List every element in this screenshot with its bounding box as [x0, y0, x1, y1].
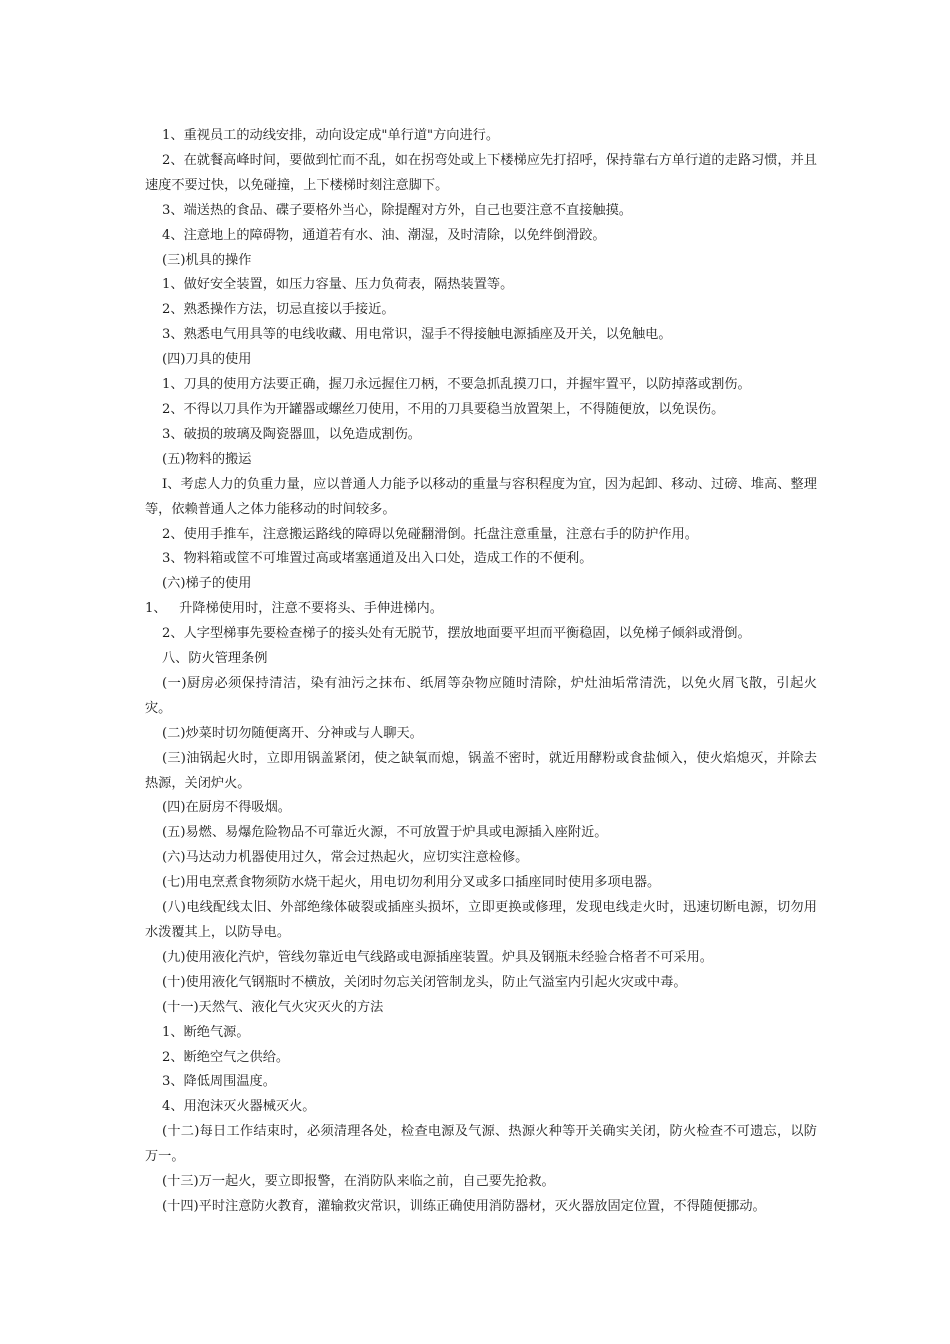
paragraph: (七)用电烹煮食物须防水烧干起火，用电切勿利用分叉或多口插座同时使用多项电器。	[162, 875, 661, 891]
paragraph: 1、断绝气源。	[162, 1024, 250, 1040]
paragraph: (五)易燃、易爆危险物品不可靠近火源，不可放置于炉具或电源插入座附近。	[162, 825, 608, 841]
paragraph: (八)电线配线太旧、外部绝缘体破裂或插座头损坏，立即更换或修理，发现电线走火时，迅速切断电源，切勿用水泼覆其上，以防导电。	[145, 900, 817, 940]
paragraph: (十)使用液化气钢瓶时不横放，关闭时勿忘关闭管制龙头，防止气溢室内引起火灾或中毒。	[162, 974, 687, 990]
paragraph: 3、端送热的食品、碟子要格外当心，除提醒对方外，自己也要注意不直接触摸。	[162, 202, 632, 218]
paragraph: (四)在厨房不得吸烟。	[162, 800, 291, 816]
paragraph: (二)炒菜时切勿随便离开、分神或与人聊天。	[162, 725, 423, 741]
document-body	[145, 124, 817, 1220]
paragraph: 3、破损的玻璃及陶瓷器皿，以免造成割伤。	[162, 426, 421, 442]
paragraph: 4、注意地上的障碍物，通道若有水、油、潮湿，及时清除，以免绊倒滑跤。	[162, 227, 606, 243]
paragraph: 2、使用手推车，注意搬运路线的障碍以免碰翻滑倒。托盘注意重量，注意右手的防护作用。	[162, 526, 698, 542]
paragraph: 1、做好安全装置，如压力容量、压力负荷表，隔热装置等。	[162, 277, 514, 293]
section-heading: (六)梯子的使用	[162, 576, 252, 592]
paragraph: (十三)万一起火，要立即报警，在消防队来临之前，自己要先抢救。	[162, 1174, 555, 1190]
chapter-heading: 八、防火管理条例	[162, 651, 268, 667]
paragraph: (六)马达动力机器使用过久，常会过热起火，应切实注意检修。	[162, 850, 529, 866]
paragraph: 1、刀具的使用方法要正确，握刀永远握住刀柄，不要急抓乱摸刀口，并握牢置平，以防掉落或割伤。	[162, 377, 751, 393]
paragraph: 3、物料箱或筐不可堆置过高或堵塞通道及出入口处，造成工作的不便利。	[162, 551, 593, 567]
paragraph: (十二)每日工作结束时，必须清理各处，检查电源及气源、热源火种等开关确实关闭，防火检查不可遗忘，以防万一。	[145, 1124, 817, 1165]
section-heading: (五)物料的搬运	[162, 451, 252, 467]
paragraph: I、考虑人力的负重力量，应以普通人力能予以移动的重量与容积程度为宜，因为起卸、移动、过磅、堆高、整理等，依赖普通人之体力能移动的时间较多。	[145, 476, 817, 517]
paragraph: 1、重视员工的动线安排，动向设定成"单行道"方向进行。	[162, 128, 500, 143]
paragraph: (九)使用液化汽炉，管线勿靠近电气线路或电源插座装置。炉具及钢瓶未经验合格者不可采用。	[162, 949, 713, 965]
paragraph: (十四)平时注意防火教育，灌输救灾常识，训练正确使用消防器材，灭火器放固定位置，不得随便挪动。	[162, 1198, 766, 1214]
section-heading: (四)刀具的使用	[162, 352, 252, 368]
paragraph: (三)油锅起火时，立即用锅盖紧闭，使之缺氧而熄，锅盖不密时，就近用酵粉或食盐倾入，使火焰熄灭，并除去热源，关闭炉火。	[145, 750, 817, 791]
paragraph: 2、熟悉操作方法，切忌直接以手接近。	[162, 302, 395, 318]
paragraph: 3、熟悉电气用具等的电线收藏、用电常识，湿手不得接触电源插座及开关，以免触电。	[162, 327, 672, 343]
paragraph: 2、不得以刀具作为开罐器或螺丝刀使用，不用的刀具要稳当放置架上，不得随便放，以免误伤。	[162, 401, 725, 417]
section-heading: (十一)天然气、液化气火灾灭火的方法	[162, 999, 384, 1015]
paragraph: 2、在就餐高峰时间，要做到忙而不乱，如在拐弯处或上下楼梯应先打招呼，保持靠右方单行道的走路习惯，并且速度不要过快，以免碰撞，上下楼梯时刻注意脚下。	[145, 152, 817, 193]
paragraph: 2、人字型梯事先要检查梯子的接头处有无脱节，摆放地面要平坦而平衡稳固，以免梯子倾斜或滑倒。	[162, 626, 751, 642]
section-heading: (三)机具的操作	[162, 252, 252, 268]
paragraph: 4、用泡沫灭火器械灭火。	[162, 1099, 316, 1115]
paragraph: 3、降低周围温度。	[162, 1074, 276, 1090]
paragraph: 1、 升降梯使用时，注意不要将头、手伸进梯内。	[145, 601, 443, 617]
paragraph: 2、断绝空气之供给。	[162, 1049, 290, 1065]
paragraph: (一)厨房必须保持清洁，染有油污之抹布、纸屑等杂物应随时清除，炉灶油垢常清洗，以免火屑飞散，引起火灾。	[145, 675, 817, 716]
